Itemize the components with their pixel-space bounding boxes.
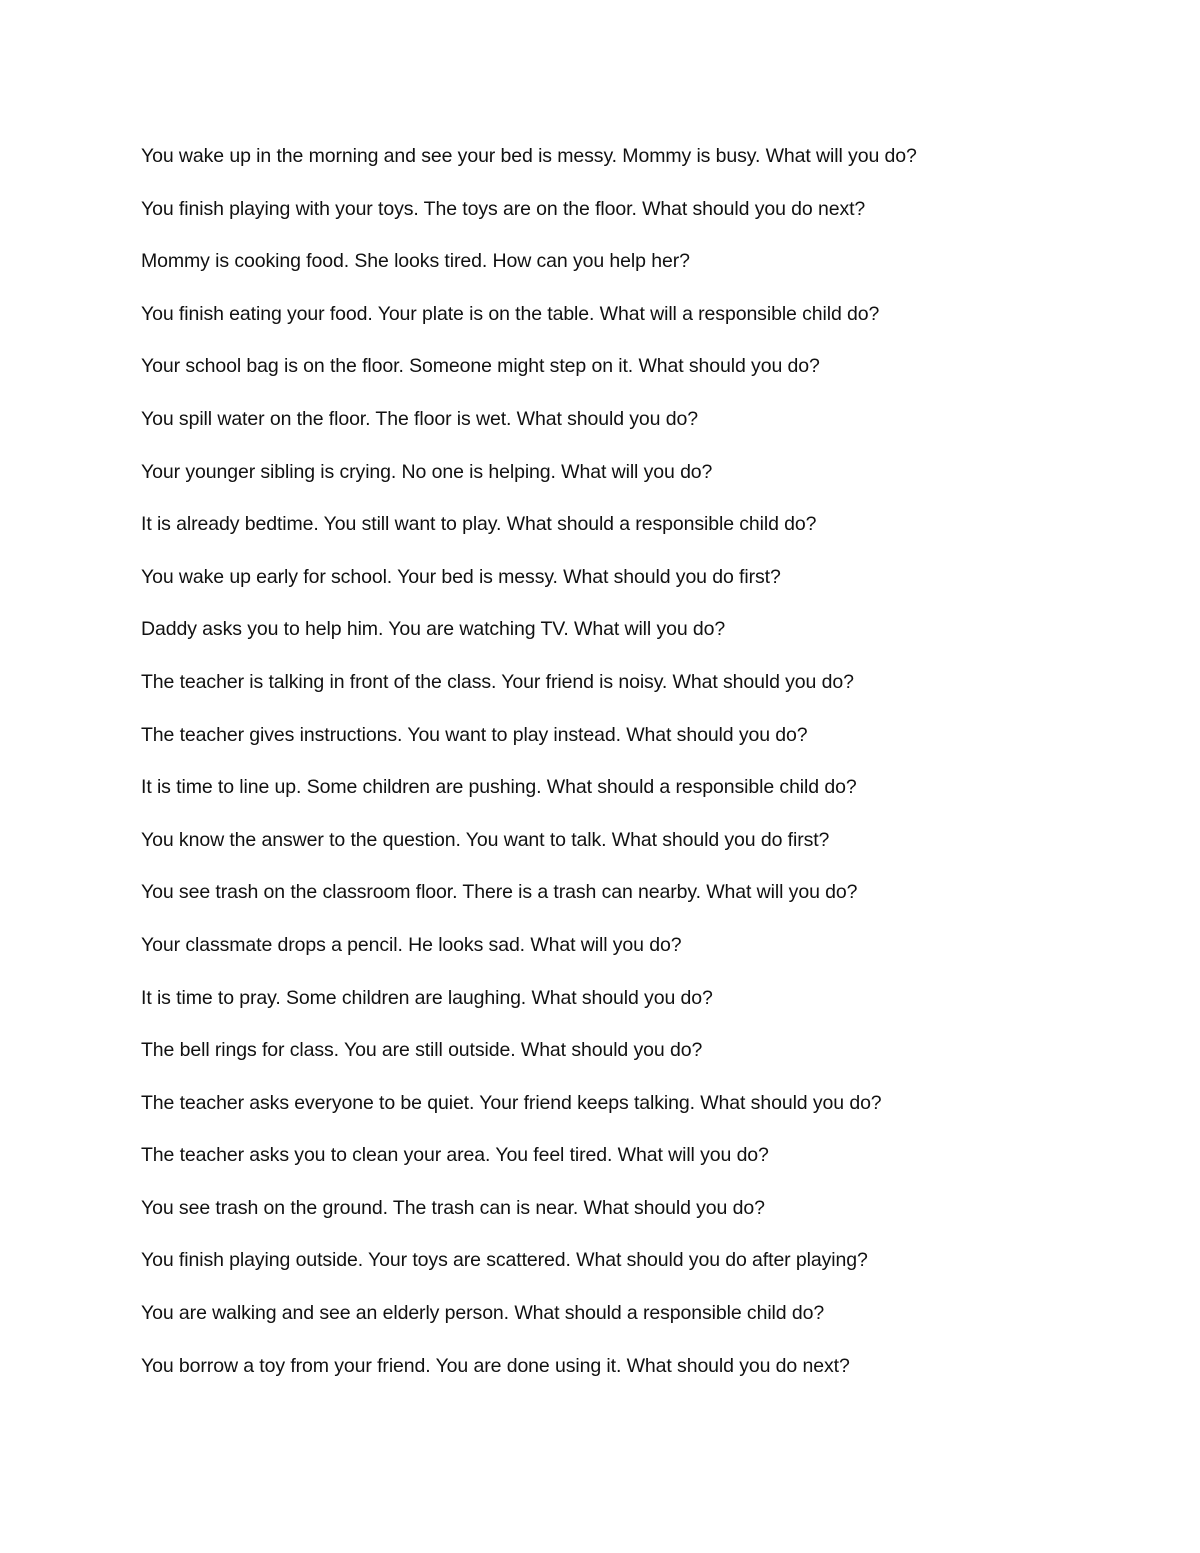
question-line: You are walking and see an elderly person. What should a responsible child do? <box>141 1302 825 1325</box>
question-line: Daddy asks you to help him. You are watching TV. What will you do? <box>141 618 726 641</box>
question-line: The teacher asks everyone to be quiet. Your friend keeps talking. What should you do? <box>141 1091 882 1114</box>
question-line: The teacher asks you to clean your area. You feel tired. What will you do? <box>141 1144 769 1167</box>
question-line: You know the answer to the question. You want to talk. What should you do first? <box>141 828 830 851</box>
question-line: The bell rings for class. You are still outside. What should you do? <box>141 1039 703 1062</box>
question-line: Mommy is cooking food. She looks tired. How can you help her? <box>141 250 690 273</box>
question-line: Your classmate drops a pencil. He looks sad. What will you do? <box>141 933 682 956</box>
question-line: You see trash on the classroom floor. There is a trash can nearby. What will you do? <box>141 881 858 904</box>
question-line: You spill water on the floor. The floor is wet. What should you do? <box>141 407 698 430</box>
question-line: The teacher gives instructions. You want to play instead. What should you do? <box>141 723 808 746</box>
question-line: It is time to line up. Some children are pushing. What should a responsible child do? <box>141 776 857 799</box>
question-line: The teacher is talking in front of the class. Your friend is noisy. What should you do? <box>141 670 854 693</box>
question-line: You wake up in the morning and see your bed is messy. Mommy is busy. What will you do? <box>141 145 917 167</box>
question-line: Your school bag is on the floor. Someone might step on it. What should you do? <box>141 355 820 378</box>
question-line: You borrow a toy from your friend. You are done using it. What should you do next? <box>141 1354 850 1377</box>
question-list <box>141 140 1081 1402</box>
question-line: You finish eating your food. Your plate is on the table. What will a responsible child do? <box>141 302 880 325</box>
question-line: It is time to pray. Some children are laughing. What should you do? <box>141 986 713 1009</box>
question-line: You wake up early for school. Your bed is messy. What should you do first? <box>141 565 781 588</box>
question-line: Your younger sibling is crying. No one is helping. What will you do? <box>141 460 713 483</box>
question-line: It is already bedtime. You still want to play. What should a responsible child do? <box>141 513 817 536</box>
question-line: You finish playing outside. Your toys are scattered. What should you do after playing? <box>141 1249 868 1272</box>
question-line: You finish playing with your toys. The toys are on the floor. What should you do next? <box>141 197 866 220</box>
question-line: You see trash on the ground. The trash can is near. What should you do? <box>141 1196 765 1219</box>
